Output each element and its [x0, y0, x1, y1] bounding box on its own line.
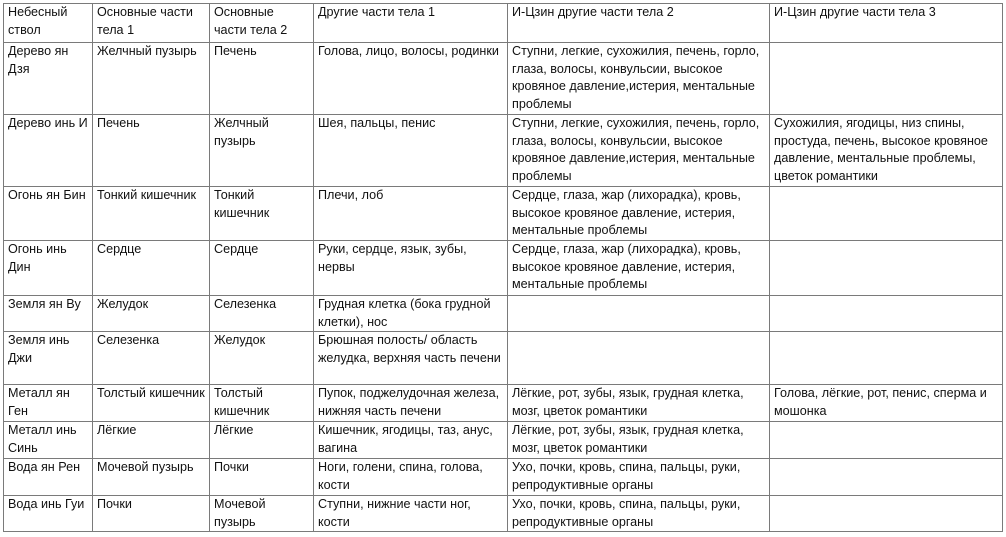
- table-row: [4, 385, 1003, 422]
- table-cell[interactable]: [770, 459, 1003, 496]
- table-cell[interactable]: Плечи, лоб: [314, 187, 508, 241]
- table-cell[interactable]: [770, 187, 1003, 241]
- header-cell-stem[interactable]: Небесный ствол: [4, 4, 93, 43]
- table-cell[interactable]: Огонь инь Дин: [4, 241, 93, 296]
- table-cell[interactable]: Почки: [210, 459, 314, 496]
- table-cell[interactable]: Селезенка: [210, 296, 314, 332]
- table-cell[interactable]: Мочевой пузырь: [93, 459, 210, 496]
- table-cell[interactable]: Желудок: [210, 332, 314, 385]
- table-cell[interactable]: Ступни, легкие, сухожилия, печень, горло, глаза, волосы, конвульсии, высокое кровяное давление,истерия, ментальные проблемы: [508, 115, 770, 187]
- table-row: [4, 332, 1003, 385]
- table-cell[interactable]: Ступни, нижние части ног, кости: [314, 496, 508, 532]
- table-cell[interactable]: Дерево инь И: [4, 115, 93, 187]
- table-cell[interactable]: Ухо, почки, кровь, спина, пальцы, руки, репродуктивные органы: [508, 496, 770, 532]
- table-cell[interactable]: Печень: [93, 115, 210, 187]
- table-cell[interactable]: Почки: [93, 496, 210, 532]
- table-cell[interactable]: Селезенка: [93, 332, 210, 385]
- table-cell[interactable]: Сердце: [210, 241, 314, 296]
- table-cell[interactable]: [770, 496, 1003, 532]
- table-cell[interactable]: [770, 422, 1003, 459]
- table-row: [4, 241, 1003, 296]
- table-row: [4, 296, 1003, 332]
- table-cell[interactable]: Руки, сердце, язык, зубы, нервы: [314, 241, 508, 296]
- table-cell[interactable]: Грудная клетка (бока грудной клетки), нос: [314, 296, 508, 332]
- table-row: [4, 43, 1003, 115]
- header-cell-iching-parts-2[interactable]: И-Цзин другие части тела 2: [508, 4, 770, 43]
- table-cell[interactable]: Сухожилия, ягодицы, низ спины, простуда, печень, высокое кровяное давление, ментальные проблемы, цветок романтики: [770, 115, 1003, 187]
- table-cell[interactable]: Пупок, поджелудочная железа, нижняя часть печени: [314, 385, 508, 422]
- table-cell[interactable]: Голова, лицо, волосы, родинки: [314, 43, 508, 115]
- header-cell-other-parts-1[interactable]: Другие части тела 1: [314, 4, 508, 43]
- table-cell[interactable]: Брюшная полость/ область желудка, верхняя часть печени: [314, 332, 508, 385]
- table-cell[interactable]: Вода ян Рен: [4, 459, 93, 496]
- table-cell[interactable]: [770, 296, 1003, 332]
- header-cell-iching-parts-3[interactable]: И-Цзин другие части тела 3: [770, 4, 1003, 43]
- table-cell[interactable]: Тонкий кишечник: [93, 187, 210, 241]
- table-cell[interactable]: Мочевой пузырь: [210, 496, 314, 532]
- table-row: [4, 496, 1003, 532]
- table-cell[interactable]: [770, 43, 1003, 115]
- table-cell[interactable]: Земля инь Джи: [4, 332, 93, 385]
- table-cell[interactable]: Ноги, голени, спина, голова, кости: [314, 459, 508, 496]
- table-cell[interactable]: Металл ян Ген: [4, 385, 93, 422]
- table-cell[interactable]: Лёгкие: [210, 422, 314, 459]
- table-cell[interactable]: Ухо, почки, кровь, спина, пальцы, руки, репродуктивные органы: [508, 459, 770, 496]
- table-cell[interactable]: Кишечник, ягодицы, таз, анус, вагина: [314, 422, 508, 459]
- table-cell[interactable]: [508, 332, 770, 385]
- header-cell-main-parts-1[interactable]: Основные части тела 1: [93, 4, 210, 43]
- table-cell[interactable]: Металл инь Синь: [4, 422, 93, 459]
- table-cell[interactable]: Ступни, легкие, сухожилия, печень, горло, глаза, волосы, конвульсии, высокое кровяное давление,истерия, ментальные проблемы: [508, 43, 770, 115]
- table-cell[interactable]: Голова, лёгкие, рот, пенис, сперма и мошонка: [770, 385, 1003, 422]
- table-cell[interactable]: Печень: [210, 43, 314, 115]
- table-cell[interactable]: Лёгкие, рот, зубы, язык, грудная клетка, мозг, цветок романтики: [508, 385, 770, 422]
- table-row: [4, 459, 1003, 496]
- table-cell[interactable]: Желчный пузырь: [93, 43, 210, 115]
- header-cell-main-parts-2[interactable]: Основные части тела 2: [210, 4, 314, 43]
- table-cell[interactable]: [770, 332, 1003, 385]
- table-cell[interactable]: Огонь ян Бин: [4, 187, 93, 241]
- table-cell[interactable]: Вода инь Гуи: [4, 496, 93, 532]
- table-cell[interactable]: Дерево ян Дзя: [4, 43, 93, 115]
- table-cell[interactable]: Толстый кишечник: [210, 385, 314, 422]
- table-cell[interactable]: [508, 296, 770, 332]
- table-cell[interactable]: Сердце, глаза, жар (лихорадка), кровь, высокое кровяное давление, истерия, ментальные проблемы: [508, 241, 770, 296]
- table-cell[interactable]: Толстый кишечник: [93, 385, 210, 422]
- table-cell[interactable]: Лёгкие: [93, 422, 210, 459]
- header-row: [4, 4, 1003, 43]
- table-cell[interactable]: [770, 241, 1003, 296]
- table-row: [4, 115, 1003, 187]
- table-cell[interactable]: Тонкий кишечник: [210, 187, 314, 241]
- table-cell[interactable]: Шея, пальцы, пенис: [314, 115, 508, 187]
- table-cell[interactable]: Желудок: [93, 296, 210, 332]
- table-cell[interactable]: Сердце: [93, 241, 210, 296]
- table-row: [4, 422, 1003, 459]
- table-cell[interactable]: Земля ян Ву: [4, 296, 93, 332]
- body-parts-table: [3, 3, 1003, 532]
- table-row: [4, 187, 1003, 241]
- table-cell[interactable]: Лёгкие, рот, зубы, язык, грудная клетка, мозг, цветок романтики: [508, 422, 770, 459]
- table-cell[interactable]: Желчный пузырь: [210, 115, 314, 187]
- table-cell[interactable]: Сердце, глаза, жар (лихорадка), кровь, высокое кровяное давление, истерия, ментальные проблемы: [508, 187, 770, 241]
